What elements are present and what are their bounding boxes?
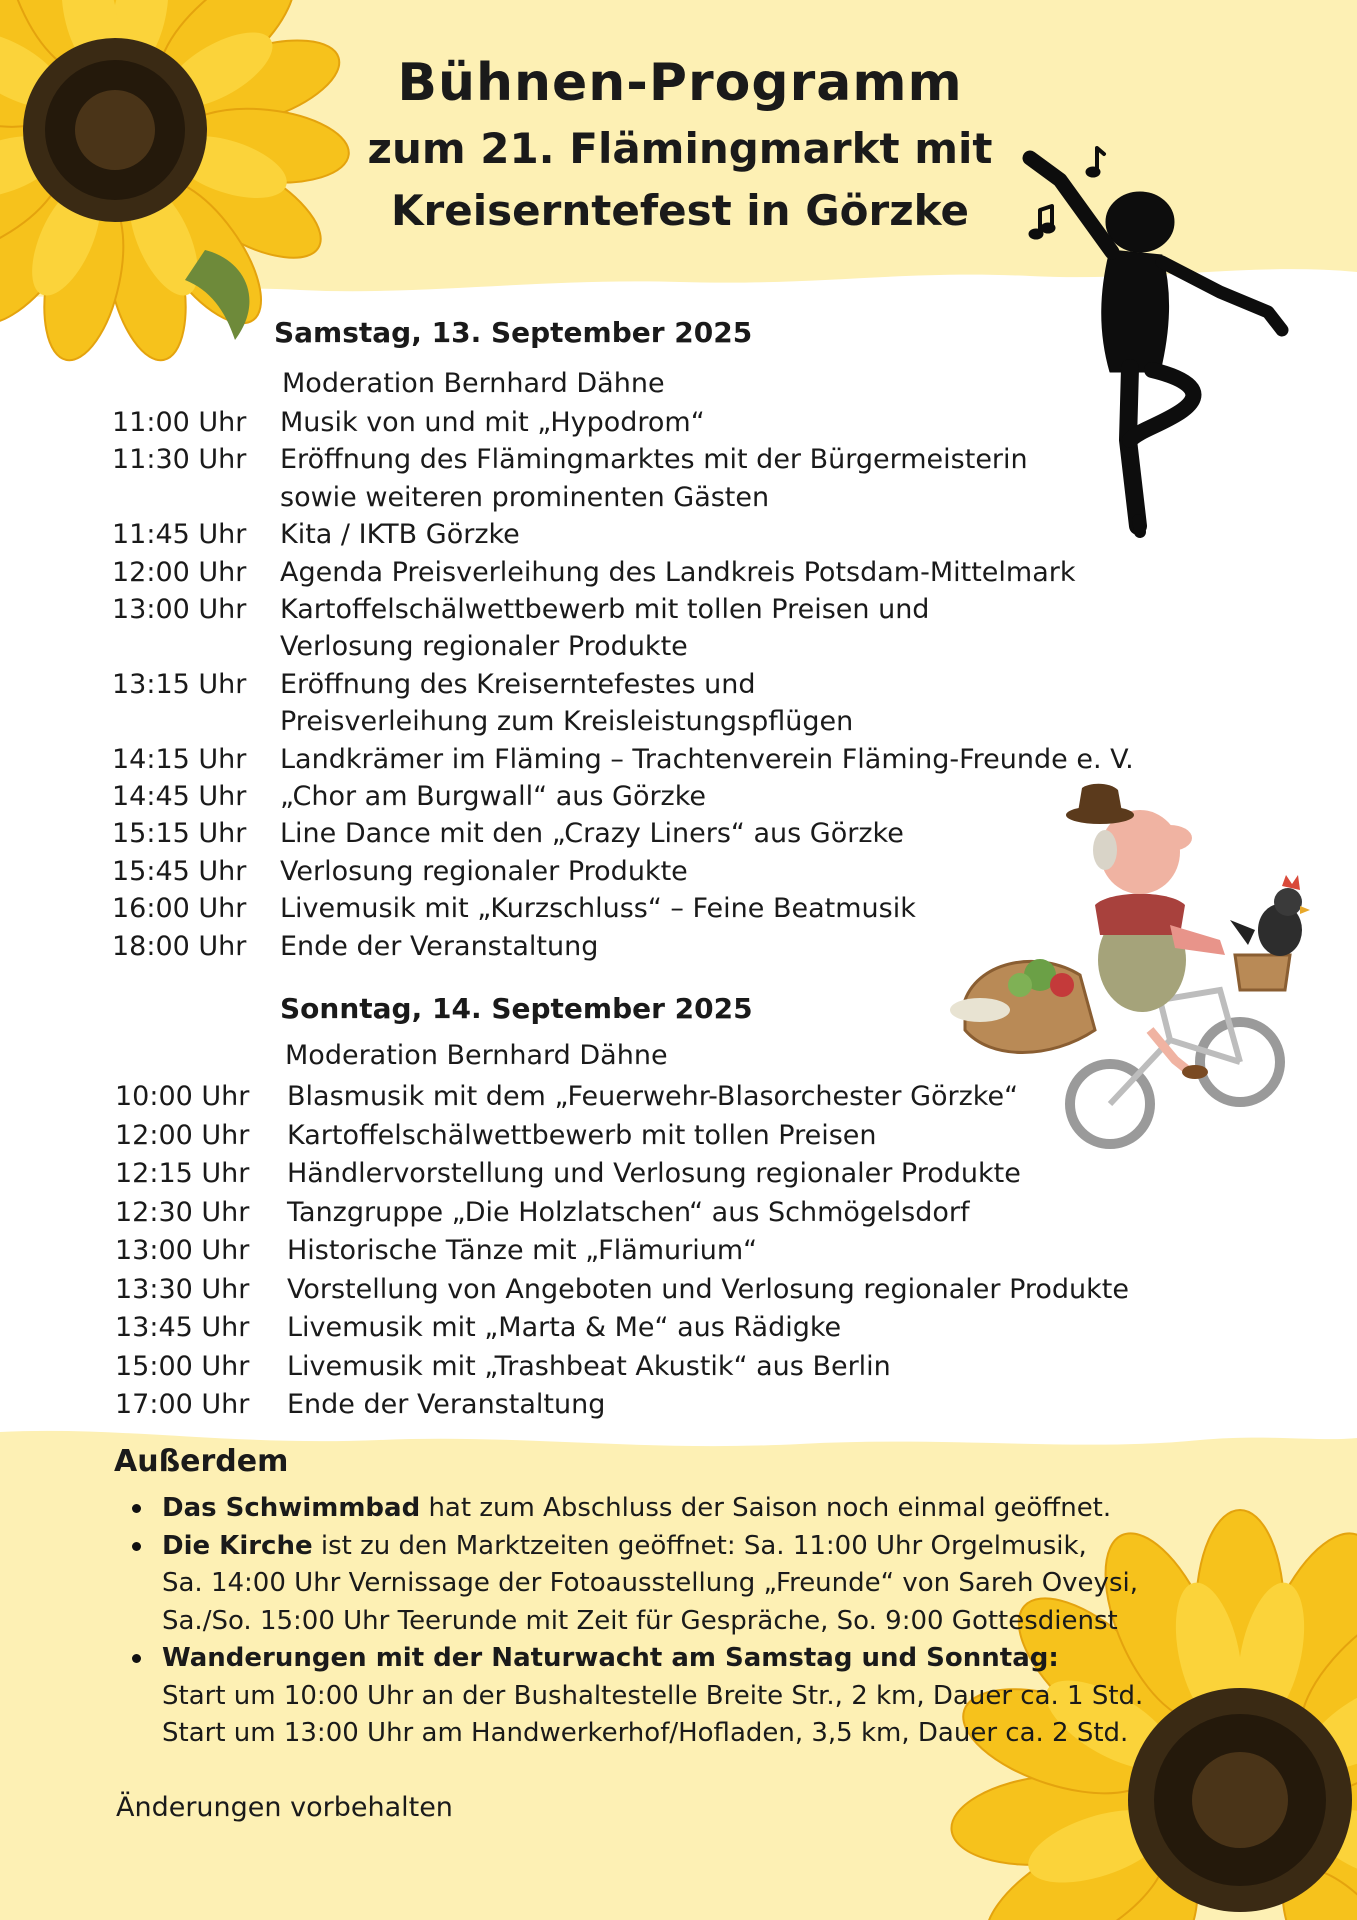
schedule-text: Ende der Veranstaltung (287, 1389, 606, 1420)
schedule-text: Musik von und mit „Hypodrom“ (280, 407, 705, 438)
schedule-text: „Chor am Burgwall“ aus Görzke (280, 781, 707, 813)
saturday-moderation: Moderation Bernhard Dähne (282, 368, 665, 399)
schedule-row (115, 1117, 1165, 1156)
hikes-label: Wanderungen mit der Naturwacht am Samstag und Sonntag: (162, 1643, 1059, 1673)
schedule-time: 11:30 Uhr (112, 444, 247, 476)
sunday-date-heading: Sonntag, 14. September 2025 (280, 992, 753, 1025)
schedule-time (112, 628, 280, 665)
schedule-row (112, 441, 1162, 478)
extras-item-hikes (162, 1640, 1242, 1753)
schedule-row (112, 778, 1162, 815)
schedule-row (112, 703, 1162, 740)
extras-heading: Außerdem (114, 1444, 289, 1479)
schedule-text: Verlosung regionaler Produkte (280, 631, 688, 663)
schedule-time: 11:00 Uhr (112, 407, 247, 438)
schedule-text: Line Dance mit den „Crazy Liners“ aus Görzke (280, 818, 904, 850)
schedule-time: 13:15 Uhr (112, 668, 247, 700)
hikes-text-1: Start um 10:00 Uhr an der Bushaltestelle Breite Str., 2 km, Dauer ca. 1 Std. (162, 1680, 1144, 1711)
schedule-time: 13:00 Uhr (112, 594, 247, 626)
schedule-time: 14:15 Uhr (112, 743, 247, 775)
poster-title (320, 48, 1040, 242)
schedule-text: Eröffnung des Kreiserntefestes und (280, 668, 756, 700)
schedule-time: 13:45 Uhr (115, 1312, 250, 1343)
sunday-schedule (115, 1078, 1165, 1425)
sunday-moderation: Moderation Bernhard Dähne (285, 1040, 668, 1071)
schedule-text: Händlervorstellung und Verlosung regionaler Produkte (287, 1158, 1021, 1189)
schedule-time: 11:45 Uhr (112, 519, 247, 551)
schedule-time: 17:00 Uhr (115, 1389, 250, 1420)
schedule-text: Eröffnung des Flämingmarktes mit der Bürgermeisterin (280, 444, 1028, 476)
schedule-text: Tanzgruppe „Die Holzlatschen“ aus Schmögelsdorf (287, 1196, 970, 1228)
church-text-1: ist zu den Marktzeiten geöffnet: Sa. 11:00 Uhr Orgelmusik, (312, 1530, 1087, 1561)
schedule-row (112, 853, 1162, 890)
schedule-text: Kartoffelschälwettbewerb mit tollen Preisen und (280, 594, 930, 626)
schedule-time: 12:00 Uhr (112, 556, 247, 588)
pool-text: hat zum Abschluss der Saison noch einmal geöffnet. (420, 1493, 1112, 1523)
schedule-time: 14:45 Uhr (112, 781, 247, 813)
schedule-text: Vorstellung von Angeboten und Verlosung regionaler Produkte (287, 1273, 1129, 1305)
schedule-row (115, 1348, 1165, 1387)
extras-item-church (162, 1528, 1242, 1641)
schedule-text: Livemusik mit „Kurzschluss“ – Feine Beatmusik (280, 893, 916, 925)
schedule-time: 12:15 Uhr (115, 1158, 250, 1189)
schedule-row (112, 554, 1162, 591)
schedule-row (112, 815, 1162, 852)
saturday-schedule (112, 404, 1162, 965)
schedule-text: Agenda Preisverleihung des Landkreis Potsdam-Mittelmark (280, 556, 1076, 588)
schedule-time: 16:00 Uhr (112, 893, 247, 925)
schedule-text: Verlosung regionaler Produkte (280, 855, 688, 887)
schedule-text: Landkrämer im Fläming – Trachtenverein Fläming-Freunde e. V. (280, 743, 1134, 775)
schedule-row (115, 1078, 1165, 1117)
schedule-time: 12:00 Uhr (115, 1119, 250, 1151)
schedule-row (112, 479, 1162, 516)
changes-reserved-note: Änderungen vorbehalten (116, 1792, 453, 1823)
saturday-date-heading: Samstag, 13. September 2025 (274, 316, 753, 349)
extras-list (130, 1490, 1242, 1753)
schedule-time (112, 703, 280, 740)
schedule-text: Ende der Veranstaltung (280, 930, 599, 962)
church-text-3: Sa./So. 15:00 Uhr Teerunde mit Zeit für Gespräche, So. 9:00 Gottesdienst (162, 1605, 1118, 1636)
schedule-text: sowie weiteren prominenten Gästen (280, 481, 770, 513)
title-line-1: Bühnen-Programm (397, 53, 963, 113)
schedule-text: Historische Tänze mit „Flämurium“ (287, 1235, 758, 1266)
title-line-2: zum 21. Flämingmarkt mit (367, 124, 993, 173)
schedule-text: Kartoffelschälwettbewerb mit tollen Preisen (287, 1119, 877, 1151)
schedule-row (112, 516, 1162, 553)
schedule-row (112, 890, 1162, 927)
schedule-time: 12:30 Uhr (115, 1196, 250, 1228)
schedule-text: Kita / IKTB Görzke (280, 519, 520, 551)
schedule-row (115, 1232, 1165, 1271)
schedule-row (112, 666, 1162, 703)
schedule-time: 15:00 Uhr (115, 1350, 250, 1382)
schedule-time: 18:00 Uhr (112, 930, 247, 962)
schedule-row (112, 741, 1162, 778)
title-line-3: Kreiserntefest in Görzke (391, 186, 969, 235)
schedule-time: 13:00 Uhr (115, 1235, 250, 1266)
schedule-row (115, 1386, 1165, 1425)
schedule-time: 15:15 Uhr (112, 818, 247, 850)
schedule-text: Preisverleihung zum Kreisleistungspflügen (280, 706, 854, 738)
schedule-text: Blasmusik mit dem „Feuerwehr-Blasorchester Görzke“ (287, 1081, 1019, 1112)
extras-item-pool (162, 1490, 1242, 1528)
schedule-row (115, 1194, 1165, 1233)
schedule-row (112, 628, 1162, 665)
church-text-2: Sa. 14:00 Uhr Vernissage der Fotoausstellung „Freunde“ von Sareh Oveysi, (162, 1568, 1138, 1598)
church-label: Die Kirche (162, 1530, 313, 1561)
schedule-row (112, 591, 1162, 628)
schedule-row (112, 928, 1162, 965)
schedule-row (112, 404, 1162, 441)
schedule-text: Livemusik mit „Marta & Me“ aus Rädigke (287, 1312, 842, 1343)
schedule-time: 10:00 Uhr (115, 1081, 250, 1112)
schedule-row (115, 1155, 1165, 1194)
schedule-text: Livemusik mit „Trashbeat Akustik“ aus Berlin (287, 1350, 891, 1382)
schedule-row (115, 1309, 1165, 1348)
schedule-time: 13:30 Uhr (115, 1273, 250, 1305)
schedule-row (115, 1271, 1165, 1310)
schedule-time: 15:45 Uhr (112, 855, 247, 887)
hikes-text-2: Start um 13:00 Uhr am Handwerkerhof/Hofladen, 3,5 km, Dauer ca. 2 Std. (162, 1718, 1129, 1748)
schedule-time (112, 479, 280, 516)
pool-label: Das Schwimmbad (162, 1493, 421, 1523)
